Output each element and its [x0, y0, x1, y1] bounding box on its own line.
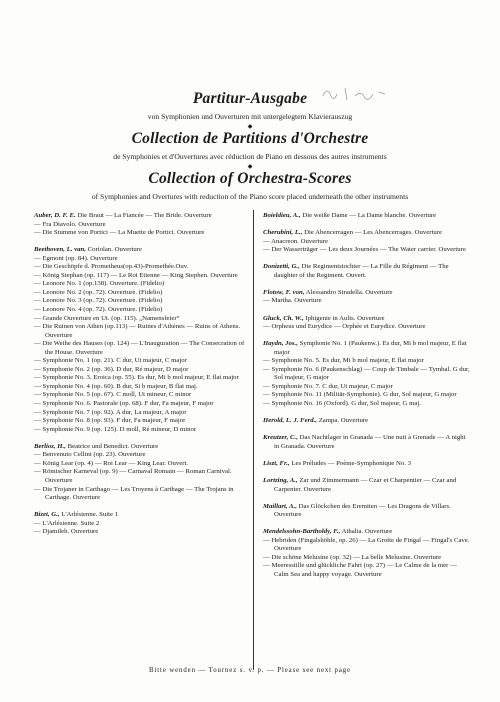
work-title: — Symphonie No. 8 (op. 93). F dur, Fa majeur, F major: [34, 417, 186, 425]
catalog-entry: [34, 374, 246, 383]
work-title: Les Préludes — Poème-Symphonique No. 3: [289, 459, 411, 467]
composer-name: Boieldieu, A.,: [263, 212, 301, 219]
catalog-entry: [263, 297, 471, 306]
work-title: — Symphonie No. 9 (op. 125). D moll, Ré mineur, D minor: [34, 425, 197, 433]
catalog-entry: [34, 263, 246, 272]
composer-name: Cherubini, L.,: [263, 229, 303, 237]
catalog-entry: [34, 460, 246, 469]
catalog-entry: [34, 323, 246, 340]
entry-spacer: [263, 451, 471, 460]
composer-name: Donizetti, G.,: [263, 263, 300, 271]
catalog-entry: [34, 212, 246, 221]
work-title: — Die Weihe des Hauses (op. 124) — L'Inauguration — The Consecration of the House. Ouverture: [34, 340, 245, 356]
catalog-entry: [34, 400, 246, 409]
work-title: Die Regimentstochter — La Fille du Régiment — The daughter of the Regiment. Ouvert.: [274, 263, 449, 279]
work-title: — Fra Diavolo. Ouverture: [34, 220, 106, 228]
work-title: — Die Stumme von Portici — La Muette de Portici. Ouverture: [34, 229, 205, 237]
entry-spacer: [263, 494, 471, 503]
catalog-entry: [263, 477, 471, 494]
subtitle-english: of Symphonies and Overtures with reduction of the Piano score placed underneath the other instruments: [91, 192, 409, 201]
work-title: — Symphonie No. 6. Pastorale (op. 68). F dur, Fa majeur, F major: [34, 400, 214, 408]
work-title: — Die Ruinen von Athen (op.113) — Ruines d'Athènes — Ruins of Athens. Ouverture: [34, 323, 241, 339]
work-title: — Symphonie No. 3. Eroica (op. 55). Es dur, Mi b mol majeur, E flat major: [34, 374, 239, 382]
footer-note: Bitte wenden — Tournez s. v. p. — Please see next page: [149, 667, 351, 674]
entry-spacer: [263, 221, 471, 230]
catalog-entry: [263, 391, 471, 400]
work-title: Zar und Zimmermann — Czar et Charpentier — Czar and Carpenter. Ouverture: [274, 476, 457, 493]
work-title: — Symphonie No. 6 (Paukenschlag) — Coup de Timbale — Tymbal. G dur, Sol majeur, G major: [263, 365, 470, 382]
catalog-entry: [34, 229, 246, 238]
composer-name: Berlioz, H.,: [34, 442, 66, 450]
entry-spacer: [34, 238, 246, 247]
work-title: Zampa. Ouverture: [317, 417, 369, 425]
work-title: — Die Trojaner in Carthago — Les Troyens à Carthage — The Trojans in Carthage. Ouverture: [34, 485, 234, 502]
work-title: — Djamileh. Ouverture: [34, 528, 99, 536]
catalog-entry: [34, 306, 246, 315]
work-title: — Orpheus und Eurydice — Orphée et Eurydice. Ouverture: [263, 323, 426, 331]
catalog-entry: [34, 468, 246, 485]
work-title: — Symphonie No. 4 (op. 60). B dur, Si b majeur, B flat maj.: [34, 382, 198, 390]
catalog-entry: [34, 315, 246, 324]
right-column: [263, 212, 471, 580]
separator-diamond: ◆: [247, 164, 253, 170]
work-title: L'Arlésienne. Suite 1: [59, 511, 119, 519]
composer-name: Beethoven, L. van,: [34, 246, 86, 254]
work-title: Iphigenie in Aulis. Ouverture: [303, 314, 385, 322]
catalog-entry: [263, 246, 471, 255]
separator-diamond: ◆: [247, 124, 253, 130]
work-title: — König Stephan (op. 117) — Le Roi Etienne — King Stephen. Ouverture: [34, 271, 238, 279]
catalog-entry: [263, 323, 471, 332]
catalog-entry: [34, 451, 246, 460]
composer-name: Herold, L. J. Ferd.,: [263, 417, 317, 425]
composer-name: Liszt, Fr.,: [263, 459, 290, 467]
work-title: — Symphonie No. 11 (Militär-Symphonie). G dur, Sol majeur, G major: [263, 391, 457, 399]
catalog-entry: [263, 417, 471, 426]
catalog-entry: [34, 340, 246, 357]
catalog-entry: [34, 426, 246, 435]
work-title: — König Lear (op. 4) — Roi Lear — King Lear. Ouvert.: [34, 459, 189, 467]
work-title: — Symphonie No. 1 (op. 21). C dur, Ut majeur, C major: [34, 357, 187, 365]
title-english: Collection of Orchestra-Scores: [148, 170, 352, 187]
catalog-entry: [34, 357, 246, 366]
catalog-entry: [34, 297, 246, 306]
catalog-entry: [263, 357, 471, 366]
catalog-entry: [263, 554, 471, 563]
work-title: Alessandro Stradella. Ouverture: [304, 288, 393, 296]
catalog-entry: [263, 315, 471, 324]
catalog-entry: [263, 434, 471, 451]
catalog-entry: [34, 272, 246, 281]
column-divider: [253, 210, 254, 670]
title-french: Collection de Partitions d'Orchestre: [131, 130, 369, 147]
catalog-entry: [34, 443, 246, 452]
work-title: — Leonore No. 2 (op. 72). Ouverture. (Fidelio): [34, 288, 163, 296]
work-title: Symphonie No. 1 (Paukenw.). Es dur, Mi b mol majeur, E flat major: [274, 340, 467, 356]
entry-spacer: [263, 280, 471, 289]
catalog-entry: [34, 289, 246, 298]
subtitle-german: von Symphonien und Ouverturen mit untergelegtem Klavierauszug: [147, 112, 353, 121]
composer-name: Gluck, Ch. W.,: [263, 314, 304, 322]
composer-name: Haydn, Jos.,: [263, 340, 298, 348]
work-title: Das Glöckchen des Eremiten — Les Dragons de Villars. Ouverture: [274, 502, 451, 519]
catalog-entry: [263, 503, 471, 520]
subtitle-french: de Symphonies et d'Ouvertures avec réduction de Piano en dessous des autres instruments: [113, 152, 387, 161]
work-title: — Der Wasserträger — Les deux Journées — The Water carrier. Ouverture: [263, 246, 466, 254]
work-title: Beatrice und Benedict. Ouverture: [65, 442, 159, 450]
catalog-entry: [34, 528, 246, 537]
work-title: — Symphonie No. 7. C dur, Ut majeur, C major: [263, 382, 393, 390]
entry-spacer: [34, 503, 246, 512]
left-column: [34, 212, 246, 537]
work-title: — Leonore No. 3 (op. 72). Ouverture. (Fidelio): [34, 297, 163, 305]
catalog-entry: [34, 221, 246, 230]
entry-spacer: [263, 468, 471, 477]
composer-name: Bizet, G.,: [34, 511, 60, 519]
catalog-entry: [34, 511, 246, 520]
catalog-entry: [34, 246, 246, 255]
composer-name: Flotow, F. von,: [263, 288, 305, 296]
catalog-entry: [263, 537, 471, 554]
work-title: Die Braut — La Fiancée — The Bride. Ouverture: [75, 212, 212, 219]
entry-spacer: [263, 409, 471, 418]
catalog-entry: [34, 409, 246, 418]
composer-name: Maillart, A.,: [263, 502, 297, 510]
catalog-entry: [34, 280, 246, 289]
work-title: — Symphonie No. 5 (op. 67). C moll, Ut mineur, C minor: [34, 391, 192, 399]
composer-name: Auber, D. F. E.: [34, 212, 76, 219]
catalog-entry: [263, 383, 471, 392]
work-title: — Hebriden (Fingalshöhle, op. 26) — La Grotte de Fingal — Fingal's Cave. Ouverture: [263, 536, 470, 553]
catalog-entry: [263, 460, 471, 469]
work-title: — Symphonie No. 16 (Oxford). G dur, Sol majeur, G maj.: [263, 400, 421, 408]
entry-spacer: [263, 426, 471, 435]
work-title: — L'Arlésienne. Suite 2: [34, 519, 100, 527]
work-title: — Egmont (op. 84). Ouverture: [34, 254, 118, 262]
work-title: — Leonore No. 1 (op.138). Ouverture. (Fidelio): [34, 280, 165, 288]
work-title: — Leonore No. 4 (op. 72). Ouverture. (Fidelio): [34, 306, 163, 314]
catalog-entry: [263, 289, 471, 298]
work-title: — Grande Ouverture en Ut. (op. 115). „Namensfeier“: [34, 314, 180, 322]
catalog-entry: [263, 263, 471, 280]
work-title: — Symphonie No. 7 (op. 92). A dur, La majeur, A major: [34, 408, 187, 416]
entry-spacer: [263, 332, 471, 341]
work-title: — Die schöne Melusine (op. 32) — La belle Melusine. Ouverture: [263, 553, 442, 561]
composer-name: Kreutzer, C.,: [263, 434, 298, 442]
composer-name: Lortzing, A.,: [263, 476, 298, 484]
catalog-entry: [263, 212, 471, 221]
work-title: — Die Geschöpfe d. Prometheus(op.43)-Promethée.Ouv.: [34, 263, 189, 271]
catalog-entry: [34, 255, 246, 264]
entry-spacer: [263, 520, 471, 529]
catalog-entry: [34, 520, 246, 529]
work-title: — Benvenuto Cellini (op. 23). Ouverture: [34, 451, 146, 459]
catalog-entry: [263, 366, 471, 383]
catalog-entry: [263, 562, 471, 579]
catalog-entry: [34, 391, 246, 400]
work-title: — Meeresstille und glückliche Fahrt (op. 27) — Le Calme de la mer — Calm Sea and happy voyage. Ouverture: [263, 562, 457, 578]
catalog-entry: [34, 383, 246, 392]
work-title: — Symphonie No. 2 (op. 36). D dur, Ré majeur, D major: [34, 365, 189, 373]
composer-name: Mendelssohn-Bartholdy, F.,: [263, 528, 341, 536]
catalog-entry: [34, 486, 246, 503]
work-title: Coriolan. Ouverture: [85, 246, 142, 254]
catalog-entry: [34, 417, 246, 426]
work-title: — Anacreon. Ouverture: [263, 237, 329, 245]
work-title: Das Nachtlager in Granada — Une nuit à Grenade — A night in Granada. Ouverture: [274, 434, 466, 450]
catalog-entry: [34, 366, 246, 375]
work-title: Athalia. Ouverture: [340, 528, 393, 536]
work-title: — Symphonie No. 5. Es dur, Mi b mol majeur, E flat major: [263, 357, 424, 365]
entry-spacer: [263, 306, 471, 315]
catalog-entry: [263, 229, 471, 238]
work-title: Die Abencerragen — Les Abencerrages. Ouverture: [302, 229, 443, 237]
title-german: Partitur-Ausgabe: [192, 90, 308, 107]
entry-spacer: [263, 255, 471, 264]
work-title: — Martha. Ouverture: [263, 297, 322, 305]
catalog-entry: [263, 340, 471, 357]
work-title: Die weiße Dame — La Dame blanche. Ouverture: [300, 212, 437, 219]
catalog-entry: [263, 400, 471, 409]
entry-spacer: [34, 434, 246, 443]
catalog-entry: [263, 528, 471, 537]
work-title: — Römischer Karneval (op. 9) — Carnaval Romain — Roman Carnival. Ouverture: [34, 468, 232, 484]
catalog-entry: [263, 238, 471, 247]
